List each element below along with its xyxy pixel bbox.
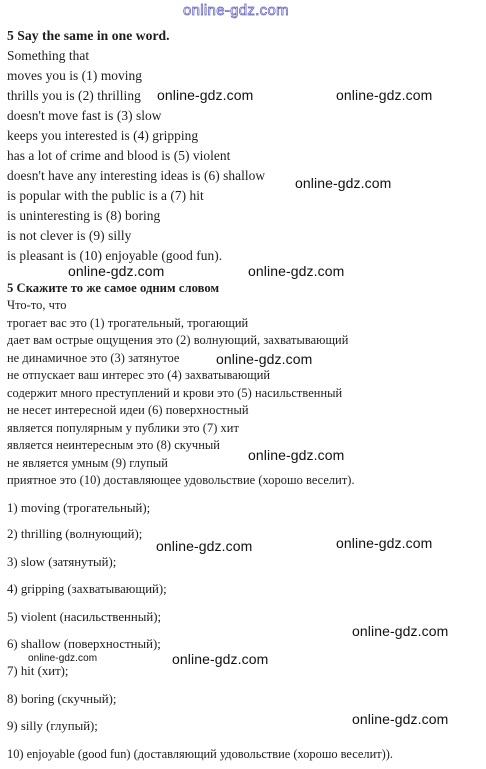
site-watermark: online-gdz.com	[336, 87, 433, 103]
russian-line: не несет интересной идеи (6) поверхностный	[7, 403, 249, 417]
russian-line: является неинтересным это (8) скучный	[7, 438, 220, 452]
russian-line: Что-то, что	[7, 298, 67, 312]
site-watermark: online-gdz.com	[352, 711, 449, 727]
english-line: doesn't move fast is (3) slow	[7, 108, 162, 123]
english-line: is pleasant is (10) enjoyable (good fun).	[7, 248, 223, 263]
site-watermark-small: online-gdz.com	[28, 653, 98, 664]
english-line: is not clever is (9) silly	[7, 228, 132, 243]
site-watermark: online-gdz.com	[248, 447, 345, 463]
site-watermark: online-gdz.com	[336, 535, 433, 551]
answer-item: 2) thrilling (волнующий);	[7, 527, 143, 541]
site-watermark: online-gdz.com	[216, 351, 313, 367]
answer-item: 5) violent (насильственный);	[7, 610, 162, 624]
russian-line: не отпускает ваш интерес это (4) захватывающий	[7, 368, 271, 382]
russian-line: приятное это (10) доставляющее удовольствие (хорошо веселит).	[7, 473, 355, 487]
answer-item: 6) shallow (поверхностный);	[7, 637, 161, 651]
russian-line: является популярным у публики это (7) хит	[7, 421, 239, 435]
answer-item: 3) slow (затянутый);	[7, 555, 117, 569]
english-line: doesn't have any interesting ideas is (6) shallow	[7, 168, 266, 183]
russian-line: трогает вас это (1) трогательный, трогающий	[7, 316, 249, 330]
answer-item: 7) hit (хит);	[7, 664, 69, 678]
english-line: Something that	[7, 48, 90, 63]
site-watermark: online-gdz.com	[157, 87, 254, 103]
exercise-heading-english: 5 Say the same in one word.	[7, 28, 170, 43]
site-watermark: online-gdz.com	[172, 651, 269, 667]
russian-line: дает вам острые ощущения это (2) волнующий, захватывающий	[7, 333, 349, 347]
russian-line: не является умным (9) глупый	[7, 456, 168, 470]
english-line: has a lot of crime and blood is (5) violent	[7, 148, 231, 163]
russian-line: содержит много преступлений и крови это (5) насильственный	[7, 386, 343, 400]
answer-item: 10) enjoyable (good fun) (доставляющий удовольствие (хорошо веселит)).	[7, 747, 393, 761]
answer-item: 4) gripping (захватывающий);	[7, 582, 167, 596]
site-watermark: online-gdz.com	[295, 175, 392, 191]
answer-item: 9) silly (глупый);	[7, 719, 98, 733]
russian-line: не динамичное это (3) затянутое	[7, 351, 180, 365]
site-watermark-header: online-gdz.com	[183, 2, 289, 19]
english-line: moves you is (1) moving	[7, 68, 143, 83]
site-watermark: online-gdz.com	[352, 623, 449, 639]
english-line: keeps you interested is (4) gripping	[7, 128, 199, 143]
site-watermark: online-gdz.com	[68, 263, 165, 279]
english-line: is uninteresting is (8) boring	[7, 208, 161, 223]
exercise-heading-russian: 5 Скажите то же самое одним словом	[7, 281, 220, 295]
site-watermark: online-gdz.com	[248, 263, 345, 279]
english-line: is popular with the public is a (7) hit	[7, 188, 204, 203]
answer-item: 1) moving (трогательный);	[7, 501, 151, 515]
site-watermark: online-gdz.com	[156, 538, 253, 554]
answer-item: 8) boring (скучный);	[7, 692, 117, 706]
english-line: thrills you is (2) thrilling	[7, 88, 141, 103]
